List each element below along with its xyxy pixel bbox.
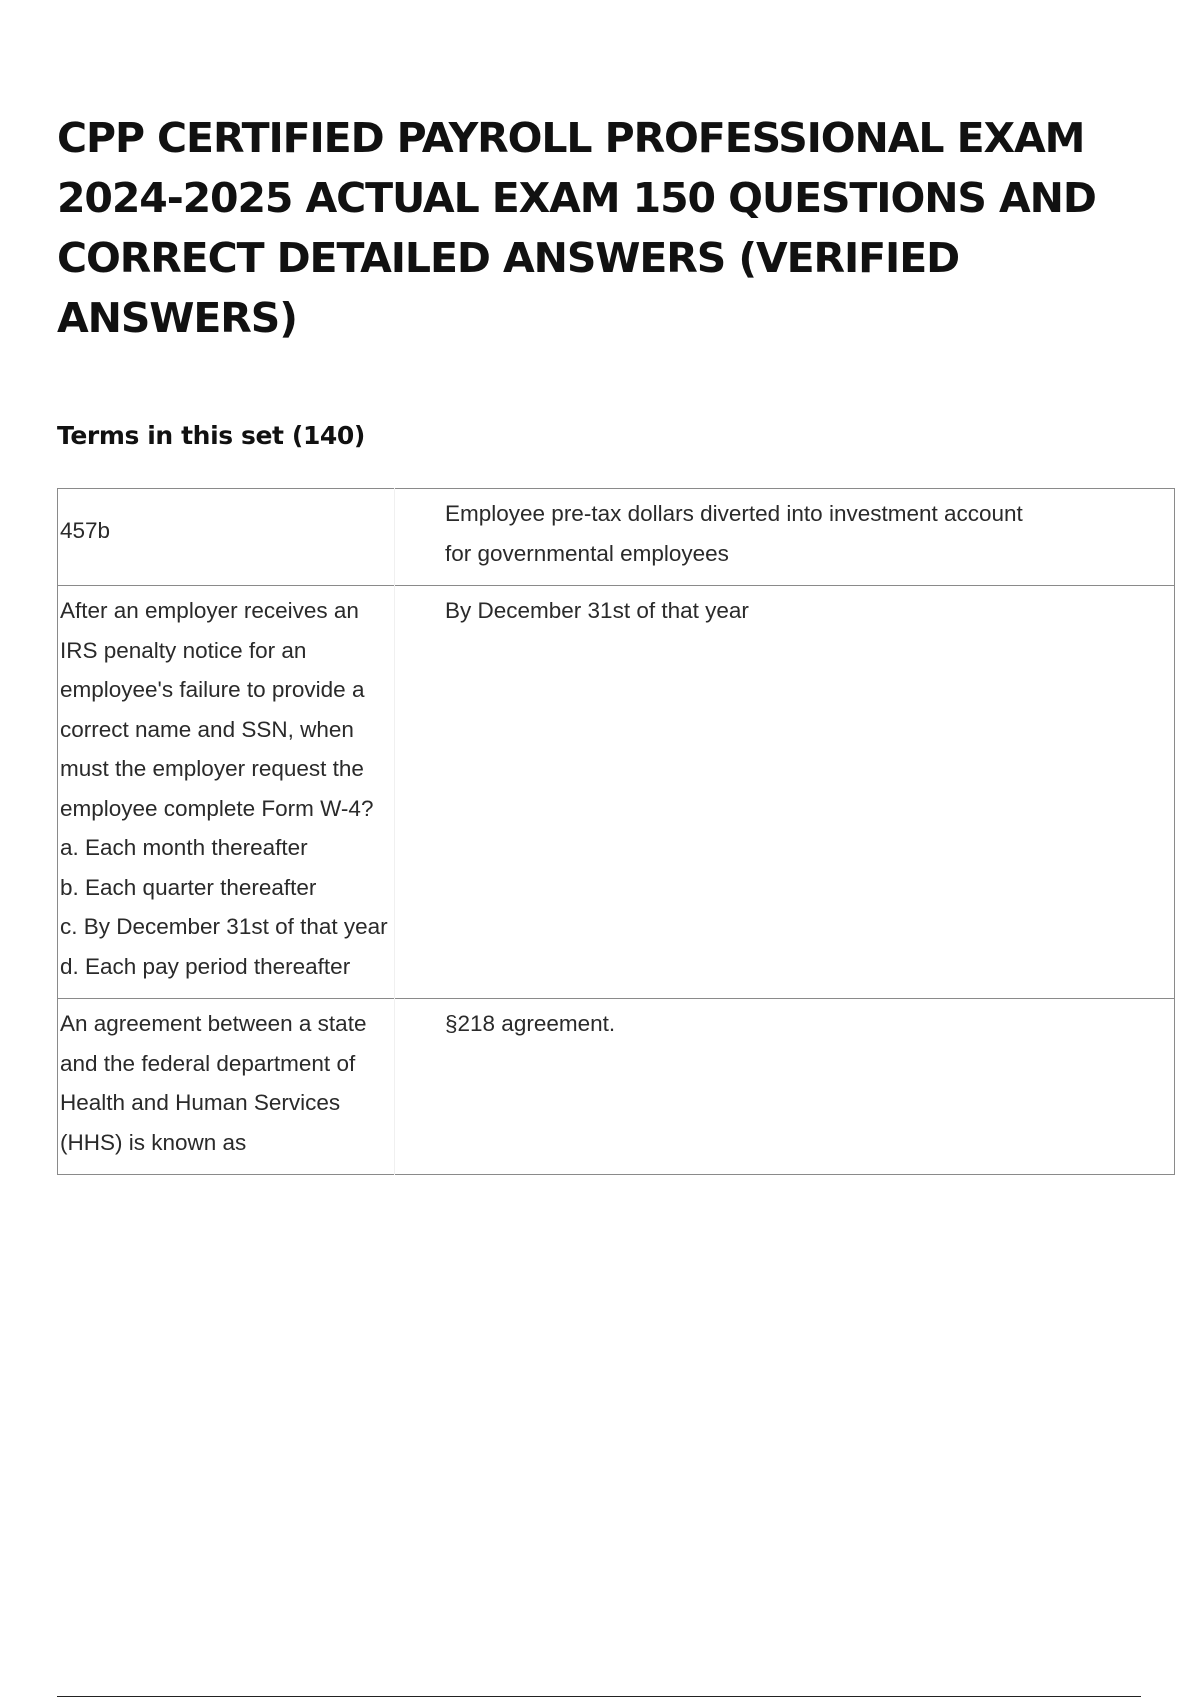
definition-cell: Employee pre-tax dollars diverted into investment account for governmental employees [445, 501, 1023, 566]
terms-table [57, 488, 1175, 1175]
terms-set-heading: Terms in this set (140) [57, 421, 365, 450]
definition-cell: §218 agreement. [445, 1011, 616, 1036]
term-cell: 457b [58, 489, 395, 586]
table-row [58, 999, 1175, 1175]
definition-cell: By December 31st of that year [445, 598, 749, 623]
term-cell: An agreement between a state and the federal department of Health and Human Services (HHS) is known as [58, 999, 395, 1175]
term-cell: After an employer receives an IRS penalty notice for an employee's failure to provide a correct name and SSN, when must the employer request the employee complete Form W-4? a. Each month thereafter b. Each quarter thereafter c. By December 31st of that year d. Each pay period thereafter [58, 586, 395, 999]
footer-divider [57, 1696, 1141, 1697]
document-title: CPP CERTIFIED PAYROLL PROFESSIONAL EXAM 2024-2025 ACTUAL EXAM 150 QUESTIONS AND CORRECT DETAILED ANSWERS (VERIFIED ANSWERS) [57, 114, 1096, 342]
table-row [58, 586, 1175, 999]
table-row [58, 489, 1175, 586]
document-page [57, 108, 1177, 1155]
